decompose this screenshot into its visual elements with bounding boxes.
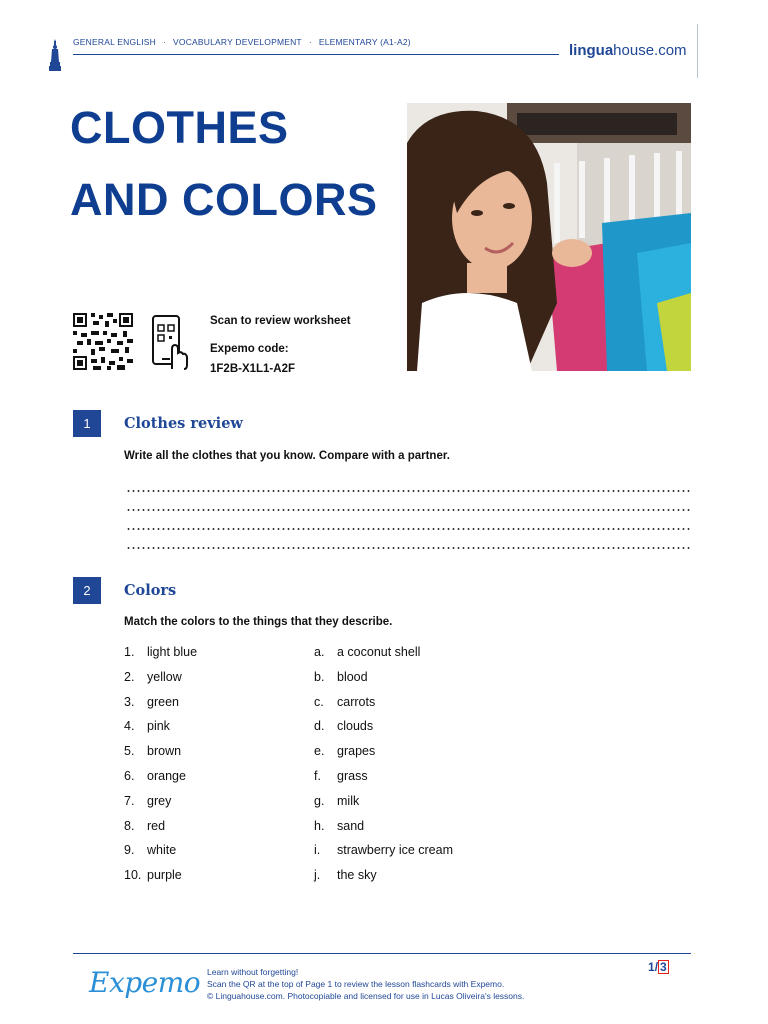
item-number: 3.	[124, 694, 135, 709]
brand-bold: lingua	[569, 42, 614, 59]
item-text: grapes	[337, 744, 376, 759]
qr-code-icon[interactable]	[73, 313, 133, 370]
footer-rule	[73, 953, 691, 954]
brand-logo[interactable]	[569, 42, 687, 59]
breadcrumb-item: ELEMENTARY (A1-A2)	[318, 37, 411, 47]
breadcrumb-item: GENERAL ENGLISH	[73, 37, 156, 47]
list-item	[124, 695, 197, 720]
item-text: light blue	[147, 645, 198, 659]
expemo-logo-text: Expemo	[89, 966, 201, 999]
item-letter: d.	[314, 719, 325, 734]
item-letter: g.	[314, 793, 325, 808]
section-2-title: Colors	[124, 582, 177, 599]
list-item	[314, 695, 453, 720]
writing-line[interactable]	[126, 509, 690, 511]
writing-line[interactable]	[126, 490, 690, 492]
item-text: carrots	[337, 694, 376, 709]
section-1-title: Clothes review	[124, 415, 243, 432]
expemo-code: 1F2B-X1L1-A2F	[210, 363, 295, 375]
item-text: blood	[337, 669, 368, 684]
hero-photo	[407, 103, 691, 371]
list-item	[314, 769, 453, 794]
item-letter: b.	[314, 669, 325, 684]
item-text: green	[147, 694, 179, 709]
breadcrumb-item: VOCABULARY DEVELOPMENT	[173, 37, 302, 47]
item-number: 2.	[124, 669, 135, 684]
item-letter: a.	[314, 645, 325, 659]
list-item	[314, 744, 453, 769]
item-number: 5.	[124, 744, 135, 759]
list-item	[124, 843, 197, 868]
item-text: white	[147, 843, 177, 858]
section-1-instruction: Write all the clothes that you know. Compare with a partner.	[124, 450, 450, 462]
list-item	[314, 819, 453, 844]
page-separator: /	[654, 960, 659, 974]
scan-info	[210, 313, 351, 381]
expemo-code-label: Expemo code:	[210, 343, 289, 355]
item-letter: i.	[314, 843, 321, 858]
list-item	[314, 670, 453, 695]
section-1-number: 1	[73, 410, 101, 437]
list-item	[314, 794, 453, 819]
footer-tagline: Learn without forgetting!	[207, 967, 299, 977]
list-item	[124, 670, 197, 695]
header-right-divider	[697, 24, 698, 78]
things-list	[314, 645, 453, 893]
list-item	[124, 744, 197, 769]
item-text: grass	[337, 768, 368, 783]
list-item	[124, 819, 197, 844]
phone-scan-icon	[150, 313, 190, 371]
item-letter: f.	[314, 768, 321, 783]
item-text: clouds	[337, 719, 374, 734]
page-current: 1	[648, 960, 655, 974]
statue-of-liberty-icon	[48, 38, 62, 72]
item-text: a coconut shell	[337, 645, 421, 659]
item-text: orange	[147, 768, 186, 783]
item-number: 6.	[124, 768, 135, 783]
item-number: 9.	[124, 843, 135, 858]
item-text: brown	[147, 744, 182, 759]
footer-copyright: © Linguahouse.com. Photocopiable and licensed for use in Lucas Oliveira's lessons.	[207, 991, 525, 1001]
breadcrumb-separator: ·	[308, 37, 312, 47]
item-text: pink	[147, 719, 170, 734]
footer-instruction: Scan the QR at the top of Page 1 to review the lesson flashcards with Expemo.	[207, 979, 505, 989]
list-item	[124, 645, 197, 670]
section-2-number: 2	[73, 577, 101, 604]
item-letter: h.	[314, 818, 325, 833]
list-item	[314, 868, 453, 893]
page-total[interactable]: 3	[660, 960, 667, 974]
list-item	[314, 843, 453, 868]
item-letter: j.	[314, 868, 321, 883]
item-text: milk	[337, 793, 360, 808]
item-text: yellow	[147, 669, 182, 684]
colors-list	[124, 645, 197, 893]
header-rule	[73, 54, 559, 55]
writing-line[interactable]	[126, 547, 690, 549]
page-title	[70, 92, 378, 236]
item-letter: c.	[314, 694, 324, 709]
list-item	[314, 719, 453, 744]
breadcrumb	[73, 37, 411, 47]
title-line-1: CLOTHES	[70, 102, 289, 153]
breadcrumb-separator: ·	[163, 37, 167, 47]
brand-rest: house.com	[613, 42, 687, 59]
list-item	[124, 719, 197, 744]
list-item	[124, 794, 197, 819]
list-item	[124, 868, 197, 893]
item-text: purple	[147, 868, 182, 883]
item-number: 7.	[124, 793, 135, 808]
writing-line[interactable]	[126, 528, 690, 530]
item-number: 8.	[124, 818, 135, 833]
item-text: strawberry ice cream	[337, 843, 453, 858]
item-text: sand	[337, 818, 365, 833]
item-letter: e.	[314, 744, 325, 759]
section-2-instruction: Match the colors to the things that they describe.	[124, 616, 393, 628]
list-item	[314, 645, 453, 670]
item-number: 10.	[124, 868, 142, 883]
item-text: the sky	[337, 868, 377, 883]
expemo-logo[interactable]	[89, 966, 200, 999]
list-item	[124, 769, 197, 794]
item-text: grey	[147, 793, 172, 808]
item-number: 1.	[124, 645, 135, 659]
title-line-2: AND COLORS	[70, 174, 378, 225]
item-text: red	[147, 818, 166, 833]
footer-text	[207, 966, 524, 1002]
page-number	[648, 960, 669, 974]
item-number: 4.	[124, 719, 135, 734]
scan-heading: Scan to review worksheet	[210, 315, 351, 327]
